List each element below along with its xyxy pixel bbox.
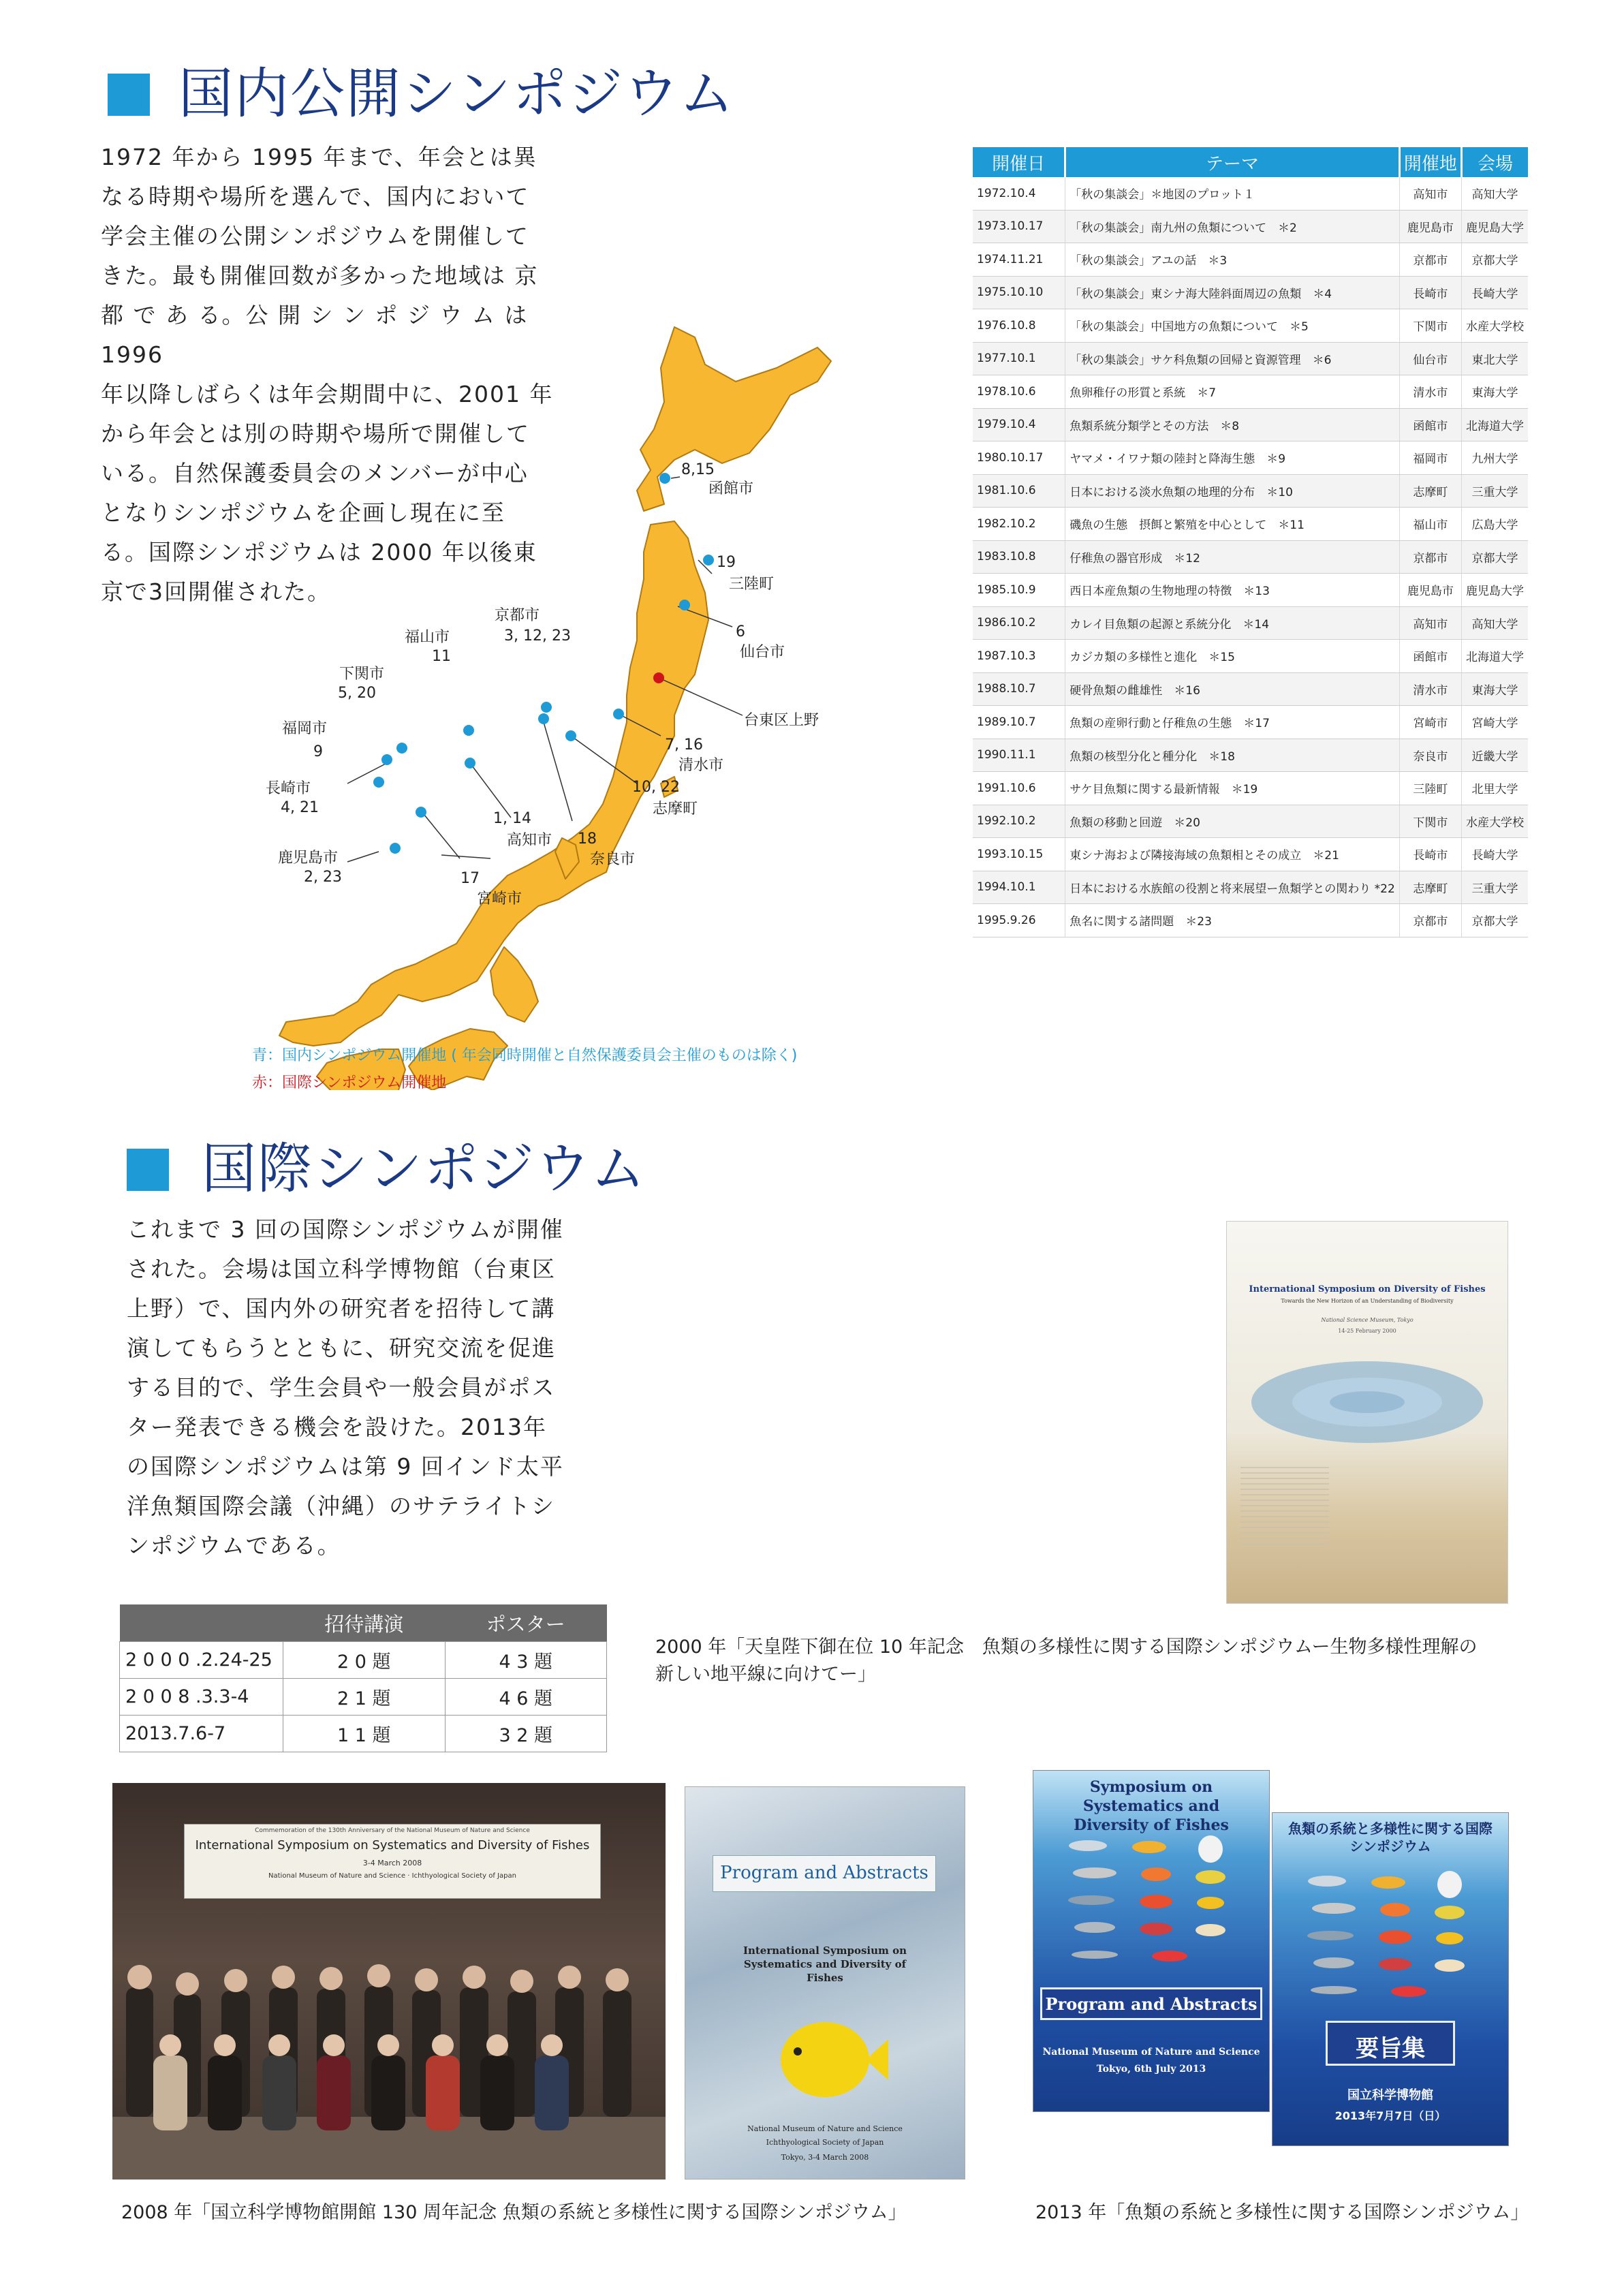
cell-place: 長崎市 [1399, 276, 1461, 309]
cover-2008-org2: Ichthyological Society of Japan [766, 2138, 884, 2147]
table-row [120, 1679, 607, 1716]
booklet-2013-jp-fishes [1286, 1867, 1495, 2004]
cell-place: 鹿児島市 [1399, 210, 1461, 243]
cell-venue: 京都大学 [1461, 904, 1528, 937]
cell-venue: 水産大学校 [1461, 309, 1528, 343]
label-fukuyama: 福山市 [405, 629, 450, 646]
header-theme: テーマ [1065, 147, 1400, 177]
cell-venue: 宮崎大学 [1461, 706, 1528, 739]
cell-theme: 東シナ海および隣接海域の魚類相とその成立 ＊21 [1065, 838, 1400, 871]
cell-theme: 魚名に関する諸問題 ＊23 [1065, 904, 1400, 937]
caption-2000-line1: 2000 年「天皇陛下御在位 10 年記念 魚類の多様性に関する国際シンポジウムー生物多様性理解の [655, 1636, 1478, 1658]
label-shima: 志摩町 [653, 801, 698, 818]
cell-theme: 魚類の核型分化と種分化 ＊18 [1065, 739, 1400, 772]
cover-2008-program [685, 1786, 965, 2179]
map-dots-layer [0, 0, 1624, 1090]
cell-place: 鹿児島市 [1399, 574, 1461, 607]
header-place: 開催地 [1399, 147, 1461, 177]
label-nara: 奈良市 [590, 851, 636, 868]
cell-date: 2 0 0 0 .2.24-25 [120, 1642, 283, 1679]
cell-place: 函館市 [1399, 408, 1461, 441]
cell-place: 福山市 [1399, 508, 1461, 541]
cell-date: 1973.10.17 [973, 210, 1065, 243]
label-sendai: 仙台市 [740, 644, 785, 661]
label-taito: 台東区上野 [744, 712, 819, 729]
cell-venue: 東海大学 [1461, 375, 1528, 409]
cell-place: 清水市 [1399, 375, 1461, 409]
poster-2000-fish-circle [1240, 1351, 1494, 1453]
cell-posters: 3 2 題 [445, 1716, 607, 1752]
cell-theme: 魚類系統分類学とその方法 ＊8 [1065, 408, 1400, 441]
cell-date: 1993.10.15 [973, 838, 1065, 871]
paragraph-line: する目的で、学生会員や一般会員がポス [127, 1374, 556, 1401]
photo-2008-banner [184, 1824, 601, 1899]
dot-kyoto [541, 702, 552, 713]
cell-theme: 日本における水族館の役割と将来展望ー魚類学との関わり *22 [1065, 871, 1400, 904]
table-row [120, 1642, 607, 1679]
cell-date: 1977.10.1 [973, 342, 1065, 375]
label-fukuoka: 福岡市 [282, 720, 328, 737]
caption-2013: 2013 年「魚類の系統と多様性に関する国際シンポジウム」 [1035, 2202, 1529, 2223]
cell-place: 高知市 [1399, 606, 1461, 640]
dot-nara [538, 713, 549, 724]
caption-2000-line2: 新しい地平線に向けてー」 [655, 1664, 876, 1685]
label-miyazaki: 宮崎市 [477, 890, 522, 907]
cell-date: 1986.10.2 [973, 606, 1065, 640]
cell-date: 1983.10.8 [973, 540, 1065, 574]
cell-posters: 4 6 題 [445, 1679, 607, 1716]
cell-venue: 広島大学 [1461, 508, 1528, 541]
booklet-2013-en-title: Symposium on Systematics and Diversity of Fishes [1074, 1778, 1229, 1834]
paragraph-line: 上野）で、国内外の研究者を招待して講 [127, 1295, 556, 1322]
label-shimonoseki-num: 5, 20 [338, 685, 376, 702]
cell-venue: 東北大学 [1461, 342, 1528, 375]
dot-miyazaki [416, 807, 426, 818]
cell-date: 1979.10.4 [973, 408, 1065, 441]
cell-theme: サケ目魚類に関する最新情報 ＊19 [1065, 772, 1400, 805]
header-invited: 招待講演 [283, 1604, 446, 1642]
label-hakodate: 函館市 [708, 480, 754, 497]
cell-date: 1991.10.6 [973, 772, 1065, 805]
cell-date: 1995.9.26 [973, 904, 1065, 937]
label-kyoto: 京都市 [495, 607, 540, 624]
paragraph-line: ンポジウムである。 [127, 1532, 341, 1559]
dot-kochi [465, 758, 475, 769]
banner-line4: National Museum of Nature and Science · Ichthyological Society of Japan [268, 1872, 516, 1880]
cell-date: 1980.10.17 [973, 441, 1065, 475]
label-sendai-num: 6 [736, 623, 745, 640]
label-kagoshima-num: 2, 23 [304, 869, 342, 886]
cell-theme: 硬骨魚類の雌雄性 ＊16 [1065, 672, 1400, 706]
paragraph-line: から年会とは別の時期や場所で開催して [101, 420, 530, 447]
cell-theme: 「秋の集談会」＊地図のプロット１ [1065, 177, 1400, 210]
booklet-2013-en [1033, 1770, 1270, 2112]
booklet-2013-en-heading-box [1040, 1987, 1262, 2020]
label-sanriku-num: 19 [717, 554, 736, 571]
booklet-2013-jp-heading: 要旨集 [1356, 2035, 1425, 2062]
label-fukuyama-num: 11 [432, 648, 451, 665]
poster-2000-text-block [1240, 1467, 1329, 1549]
label-fukuoka-num: 9 [313, 743, 323, 760]
booklet-2013-en-date: Tokyo, 6th July 2013 [1096, 2064, 1206, 2075]
cell-place: 長崎市 [1399, 838, 1461, 871]
cell-date: 1987.10.3 [973, 640, 1065, 673]
cell-date: 1988.10.7 [973, 672, 1065, 706]
legend-red: 赤：国際シンポジウム開催地 [252, 1074, 447, 1091]
cover-2008-heading-box [713, 1855, 936, 1892]
cover-2008-yellow-fish [767, 2012, 890, 2107]
label-nagasaki-num: 4, 21 [281, 799, 319, 816]
cell-posters: 4 3 題 [445, 1642, 607, 1679]
cell-theme: ヤマメ・イワナ類の陸封と降海生態 ＊9 [1065, 441, 1400, 475]
banner-line1: Commemoration of the 130th Anniversary of the National Museum of Nature and Science [255, 1827, 530, 1834]
cell-date: 1978.10.6 [973, 375, 1065, 409]
poster-2000-title: International Symposium on Diversity of Fishes [1249, 1284, 1486, 1294]
cell-date: 1982.10.2 [973, 508, 1065, 541]
dot-hakodate [659, 473, 670, 484]
booklet-2013-jp [1272, 1812, 1509, 2146]
label-nara-num: 18 [578, 831, 597, 848]
cell-date: 1989.10.7 [973, 706, 1065, 739]
paragraph-line: された。会場は国立科学博物館（台東区 [127, 1256, 556, 1282]
cell-theme: 西日本産魚類の生物地理の特徴 ＊13 [1065, 574, 1400, 607]
cell-theme: カレイ目魚類の起源と系統分化 ＊14 [1065, 606, 1400, 640]
dot-shimonoseki [396, 743, 407, 754]
photo-2008-people [112, 1960, 666, 2179]
cell-theme: 日本における淡水魚類の地理的分布 ＊10 [1065, 474, 1400, 508]
label-kochi-num: 1, 14 [493, 810, 531, 827]
cell-theme: 仔稚魚の器官形成 ＊12 [1065, 540, 1400, 574]
cell-place: 志摩町 [1399, 474, 1461, 508]
poster-2000-date: 14-25 February 2000 [1338, 1328, 1396, 1334]
cell-theme: 「秋の集談会」中国地方の魚類について ＊5 [1065, 309, 1400, 343]
cell-venue: 三重大学 [1461, 474, 1528, 508]
cell-venue: 長崎大学 [1461, 276, 1528, 309]
cell-venue: 三重大学 [1461, 871, 1528, 904]
cell-place: 奈良市 [1399, 739, 1461, 772]
header-poster: ポスター [445, 1604, 607, 1642]
cell-place: 高知市 [1399, 177, 1461, 210]
booklet-2013-en-fishes [1047, 1832, 1255, 1975]
section-marker [127, 1149, 169, 1191]
label-kagoshima: 鹿児島市 [278, 850, 339, 867]
table-row [120, 1716, 607, 1752]
label-hakodate-num: 8,15 [681, 461, 715, 478]
booklet-2013-jp-date: 2013年7月7日（日） [1334, 2109, 1446, 2122]
cell-place: 京都市 [1399, 540, 1461, 574]
header-venue: 会場 [1461, 147, 1528, 177]
cell-place: 下関市 [1399, 805, 1461, 838]
paragraph-line: 京で3回開催された。 [101, 578, 331, 605]
paragraph-line: いる。自然保護委員会のメンバーが中心 [101, 460, 529, 486]
cell-date: 1981.10.6 [973, 474, 1065, 508]
label-nagasaki: 長崎市 [266, 780, 311, 797]
cell-place: 宮崎市 [1399, 706, 1461, 739]
paragraph-line: きた。最も開催回数が多かった地域は 京 [101, 262, 539, 289]
label-kochi: 高知市 [507, 832, 552, 849]
booklet-2013-en-org: National Museum of Nature and Science [1042, 2047, 1260, 2058]
cell-date: 2013.7.6-7 [120, 1716, 283, 1752]
paragraph-line: 学会主催の公開シンポジウムを開催して [101, 223, 529, 249]
cell-date: 1992.10.2 [973, 805, 1065, 838]
domestic-section-title: 国内公開シンポジウム [178, 62, 736, 125]
cell-theme: カジカ類の多様性と進化 ＊15 [1065, 640, 1400, 673]
international-symposium-table [119, 1604, 607, 1752]
cell-venue: 近畿大学 [1461, 739, 1528, 772]
cell-venue: 水産大学校 [1461, 805, 1528, 838]
cell-place: 志摩町 [1399, 871, 1461, 904]
booklet-2013-jp-title: 魚類の系統と多様性に関する国際シンポジウム [1288, 1820, 1493, 1855]
cell-date: 1985.10.9 [973, 574, 1065, 607]
booklet-2013-en-heading: Program and Abstracts [1045, 1994, 1258, 2014]
header-date: 開催日 [973, 147, 1065, 177]
label-shimizu: 清水市 [678, 757, 724, 774]
cell-date: 1994.10.1 [973, 871, 1065, 904]
paragraph-line: の国際シンポジウムは第 9 回インド太平 [127, 1453, 564, 1480]
dot-kagoshima [390, 843, 401, 854]
paragraph-line: る。国際シンポジウムは 2000 年以後東 [101, 539, 537, 565]
label-sanriku: 三陸町 [729, 576, 775, 593]
legend-blue: 青：国内シンポジウム開催地 ( 年会同時開催と自然保護委員会主催のものは除く) [252, 1047, 798, 1064]
cell-venue: 九州大学 [1461, 441, 1528, 475]
dot-nagasaki [373, 777, 384, 788]
cell-place: 清水市 [1399, 672, 1461, 706]
cell-theme: 魚卵稚仔の形質と系統 ＊7 [1065, 375, 1400, 409]
poster-2000-subtitle: Towards the New Horizon of an Understanding of Biodiversity [1281, 1298, 1454, 1304]
dot-sanriku [703, 555, 714, 565]
cell-theme: 「秋の集談会」南九州の魚類について ＊2 [1065, 210, 1400, 243]
header-blank [120, 1604, 283, 1642]
cell-venue: 京都大学 [1461, 540, 1528, 574]
cell-invited: 2 1 題 [283, 1679, 446, 1716]
dot-sendai [679, 600, 690, 610]
dot-fukuyama [463, 725, 474, 736]
cell-theme: 「秋の集談会」サケ科魚類の回帰と資源管理 ＊6 [1065, 342, 1400, 375]
paragraph-line: 都 で あ る。公 開 シ ン ポ ジ ウ ム は1996 [101, 302, 529, 368]
cell-place: 京都市 [1399, 243, 1461, 277]
label-shimonoseki: 下関市 [339, 666, 385, 683]
cell-date: 1976.10.8 [973, 309, 1065, 343]
cell-theme: 「秋の集談会」アユの話 ＊3 [1065, 243, 1400, 277]
dot-taito-red [653, 672, 664, 683]
international-section-title: 国際シンポジウム [202, 1137, 647, 1200]
label-shimizu-num: 7, 16 [665, 736, 703, 754]
paragraph-line: 1972 年から 1995 年まで、年会とは異 [101, 144, 537, 170]
cover-2008-title: International Symposium on Systematics and Diversity of Fishes [743, 1944, 907, 1984]
cell-theme: 磯魚の生態 摂餌と繁殖を中心として ＊11 [1065, 508, 1400, 541]
international-paragraph [127, 1210, 617, 1566]
cell-place: 福岡市 [1399, 441, 1461, 475]
dot-fukuoka [381, 754, 392, 765]
cover-2008-date: Tokyo, 3-4 March 2008 [781, 2153, 869, 2162]
cell-venue: 鹿児島大学 [1461, 574, 1528, 607]
cell-date: 2 0 0 8 .3.3-4 [120, 1679, 283, 1716]
banner-line3: 3-4 March 2008 [362, 1859, 422, 1867]
cell-venue: 鹿児島大学 [1461, 210, 1528, 243]
banner-line2: International Symposium on Systematics and Diversity of Fishes [195, 1838, 590, 1852]
paragraph-line: 洋魚類国際会議（沖縄）のサテライトシ [127, 1493, 556, 1519]
cover-2008-org1: National Museum of Nature and Science [747, 2124, 903, 2133]
paragraph-line: となりシンポジウムを企画し現在に至 [101, 499, 505, 526]
cell-place: 下関市 [1399, 309, 1461, 343]
cell-venue: 北海道大学 [1461, 640, 1528, 673]
paragraph-line: これまで 3 回の国際シンポジウムが開催 [127, 1216, 564, 1243]
label-kyoto-num: 3, 12, 23 [504, 627, 571, 645]
cell-venue: 高知大学 [1461, 606, 1528, 640]
paragraph-line: 年以降しばらくは年会期間中に、2001 年 [101, 381, 554, 407]
photo-2008-group [112, 1783, 666, 2179]
cell-place: 三陸町 [1399, 772, 1461, 805]
booklet-2013-jp-heading-box [1326, 2021, 1455, 2066]
dot-shima [565, 730, 576, 741]
cell-date: 1972.10.4 [973, 177, 1065, 210]
caption-2008: 2008 年「国立科学博物館開館 130 周年記念 魚類の系統と多様性に関する国際シンポジウム」 [121, 2202, 907, 2223]
label-shima-num: 10, 22 [632, 779, 680, 796]
paragraph-line: なる時期や場所を選んで、国内において [101, 183, 530, 210]
cell-venue: 北里大学 [1461, 772, 1528, 805]
cell-venue: 長崎大学 [1461, 838, 1528, 871]
cell-venue: 東海大学 [1461, 672, 1528, 706]
cell-theme: 魚類の産卵行動と仔稚魚の生態 ＊17 [1065, 706, 1400, 739]
cell-theme: 「秋の集談会」東シナ海大陸斜面周辺の魚類 ＊4 [1065, 276, 1400, 309]
cell-theme: 魚類の移動と回遊 ＊20 [1065, 805, 1400, 838]
cell-venue: 京都大学 [1461, 243, 1528, 277]
cell-date: 1975.10.10 [973, 276, 1065, 309]
cell-invited: 1 1 題 [283, 1716, 446, 1752]
paragraph-line: 演してもらうとともに、研究交流を促進 [127, 1335, 556, 1361]
poster-2000-venue: National Science Museum, Tokyo [1321, 1317, 1414, 1323]
cover-2008-heading: Program and Abstracts [720, 1863, 928, 1883]
cell-date: 1990.11.1 [973, 739, 1065, 772]
booklet-2013-jp-org: 国立科学博物館 [1347, 2088, 1433, 2103]
dot-shimizu [613, 709, 624, 719]
cell-venue: 高知大学 [1461, 177, 1528, 210]
cell-venue: 北海道大学 [1461, 408, 1528, 441]
cell-place: 仙台市 [1399, 342, 1461, 375]
cell-place: 京都市 [1399, 904, 1461, 937]
paragraph-line: ター発表できる機会を設けた。2013年 [127, 1414, 547, 1440]
cell-place: 函館市 [1399, 640, 1461, 673]
poster-2000 [1226, 1221, 1508, 1604]
cell-invited: 2 0 題 [283, 1642, 446, 1679]
label-miyazaki-num: 17 [460, 870, 480, 887]
cell-date: 1974.11.21 [973, 243, 1065, 277]
